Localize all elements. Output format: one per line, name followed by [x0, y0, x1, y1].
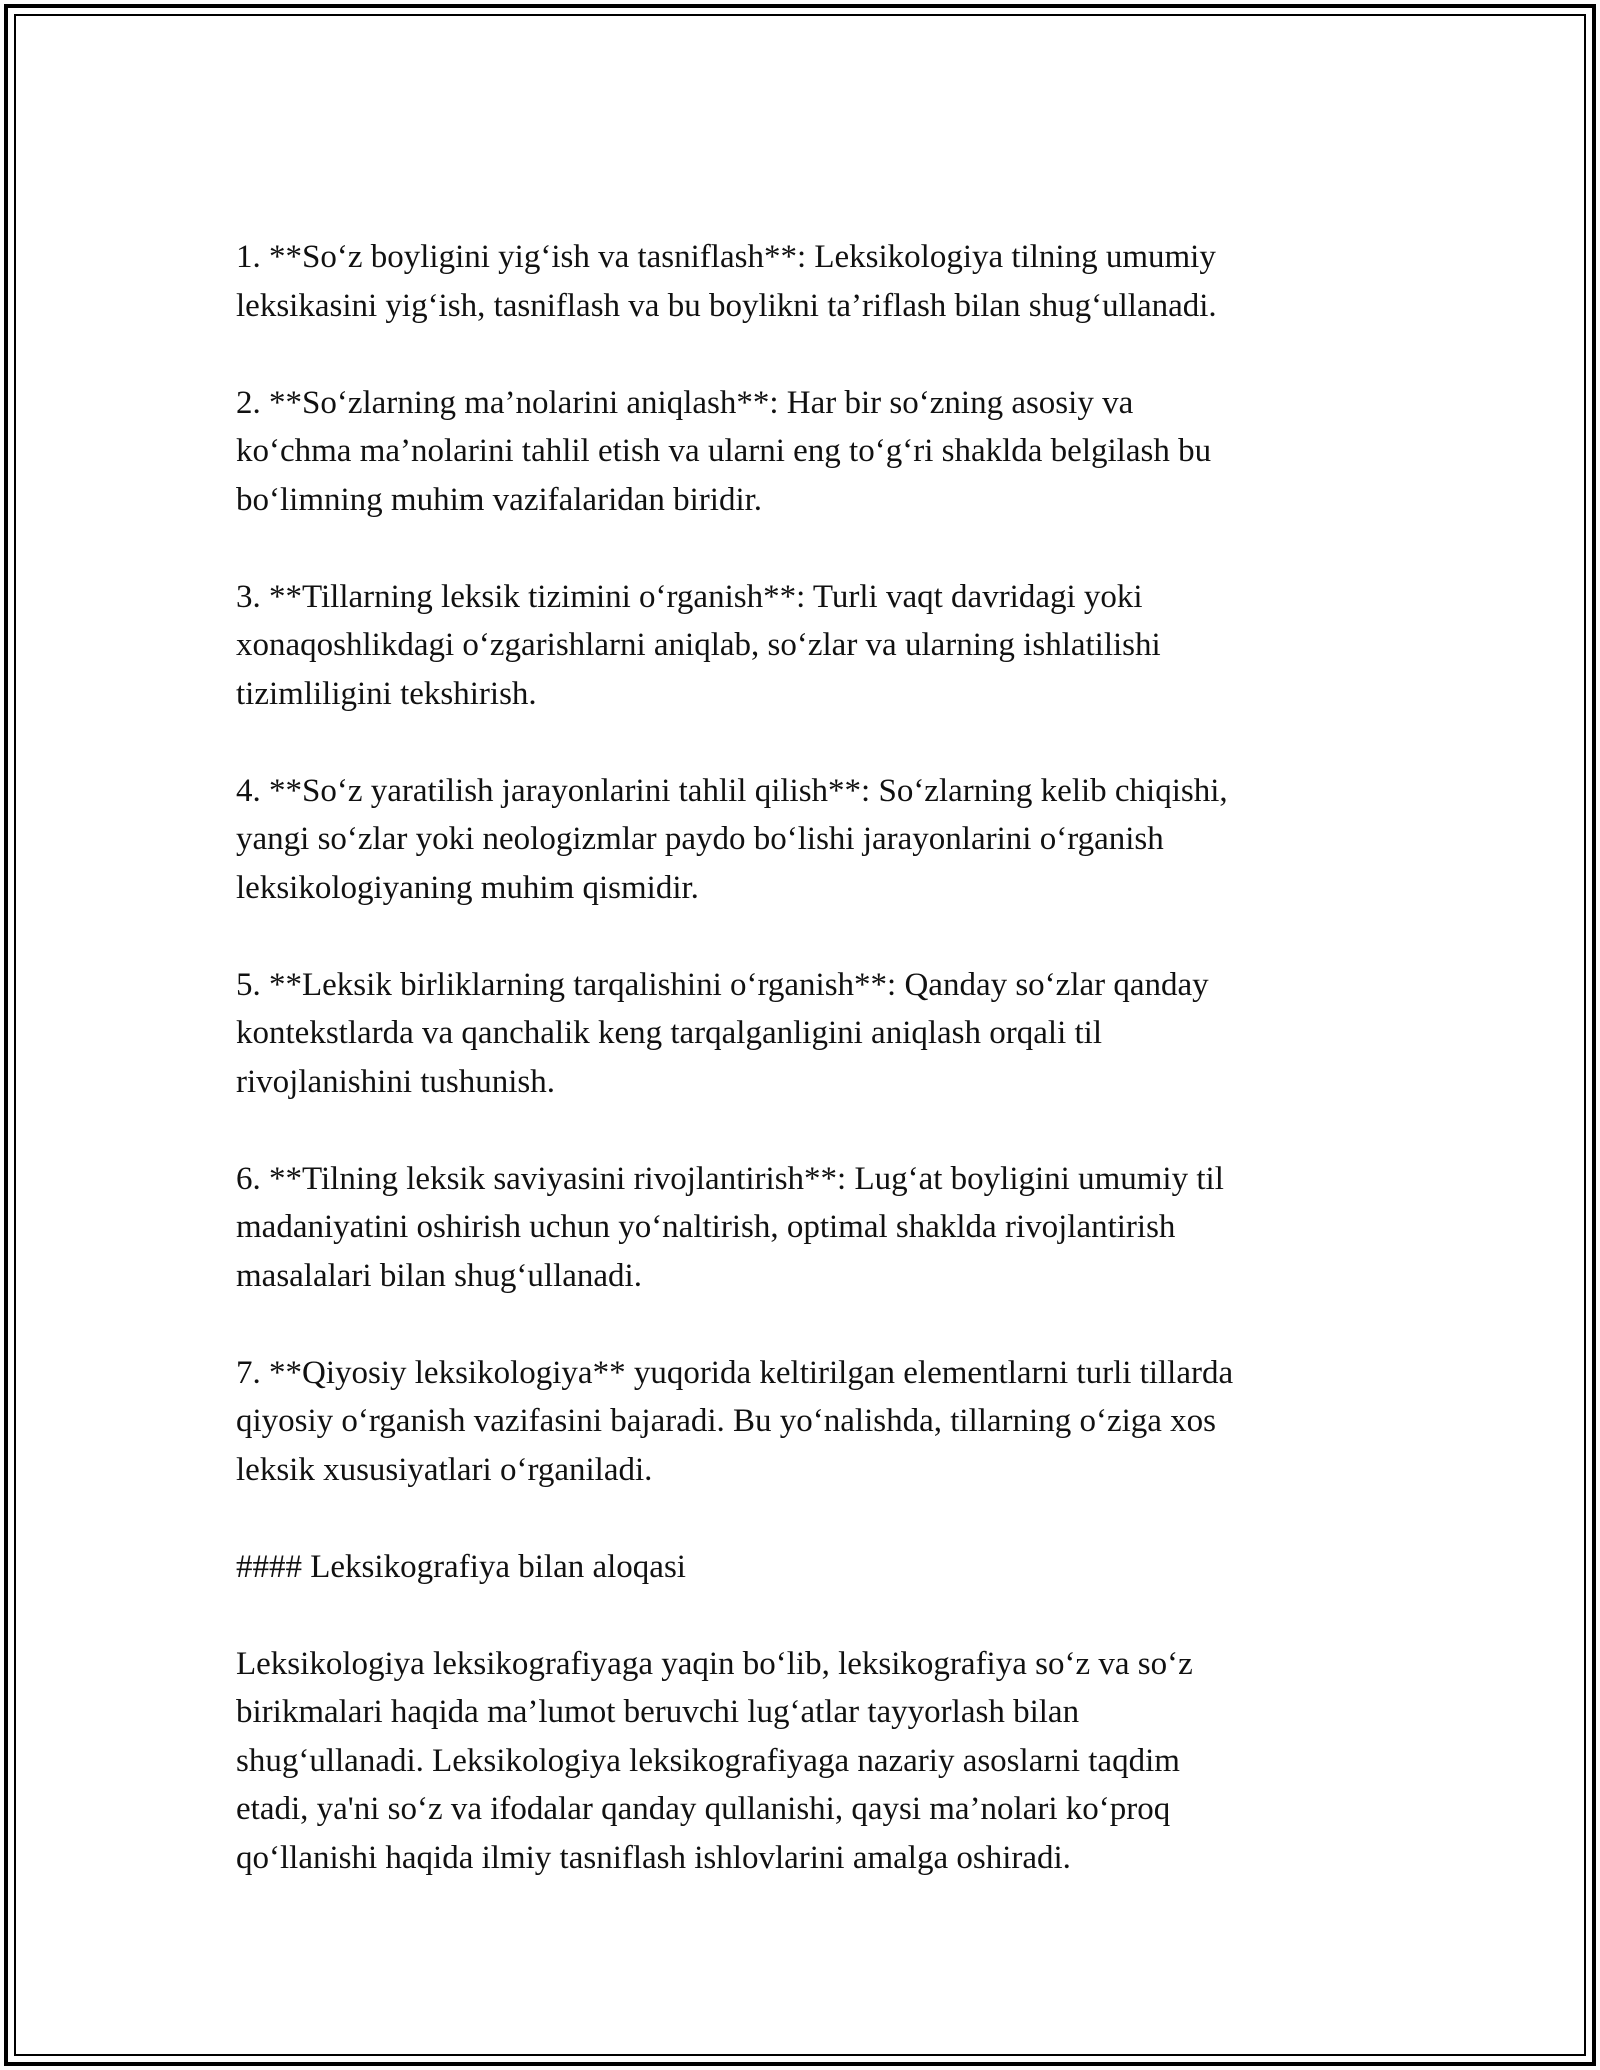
- section-heading: #### Leksikografiya bilan aloqasi: [236, 1548, 686, 1585]
- body-paragraph: Leksikologiya leksikografiyaga yaqin bo‘lib, leksikografiya so‘z va so‘z birikmalari haqida ma’lumot beruvchi lug‘atlar tayyorlash bilan shug‘ullanadi. Leksikologiya leksikografiyaga nazariy asoslarni taqdim etadi, ya'ni so‘z va ifodalar qanday qullanishi, qaysi ma’nolari ko‘proq qo‘llanishi haqida ilmiy tasniflash ishlovlarini amalga oshiradi.: [236, 1645, 1193, 1876]
- list-item-1: 1. **So‘z boyligini yig‘ish va tasniflash**: Leksikologiya tilning umumiy leksikasini yig‘ish, tasniflash va bu boylikni ta’riflash bilan shug‘ullanadi.: [236, 239, 1217, 324]
- list-item-3: 3. **Tillarning leksik tizimini o‘rganish**: Turli vaqt davridagi yoki xonaqoshlikdagi o‘zgarishlarni aniqlab, so‘zlar va ularning ishlatilishi tizimliligini tekshirish.: [236, 578, 1161, 712]
- document-body: [236, 233, 1366, 1882]
- list-item-6: 6. **Tilning leksik saviyasini rivojlantirish**: Lug‘at boyligini umumiy til madaniyatini oshirish uchun yo‘naltirish, optimal shaklda rivojlantirish masalalari bilan shug‘ullanadi.: [236, 1160, 1224, 1294]
- list-item-4: 4. **So‘z yaratilish jarayonlarini tahlil qilish**: So‘zlarning kelib chiqishi, yangi so‘zlar yoki neologizmlar paydo bo‘lishi jarayonlarini o‘rganish leksikologiyaning muhim qismidir.: [236, 772, 1228, 906]
- list-item-5: 5. **Leksik birliklarning tarqalishini o‘rganish**: Qanday so‘zlar qanday kontekstlarda va qanchalik keng tarqalganligini aniqlash orqali til rivojlanishini tushunish.: [236, 966, 1209, 1100]
- list-item-7: 7. **Qiyosiy leksikologiya** yuqorida keltirilgan elementlarni turli tillarda qiyosiy o‘rganish vazifasini bajaradi. Bu yo‘nalishda, tillarning o‘ziga xos leksik xususiyatlari o‘rganiladi.: [236, 1354, 1234, 1488]
- list-item-2: 2. **So‘zlarning ma’nolarini aniqlash**: Har bir so‘zning asosiy va ko‘chma ma’nolarini tahlil etish va ularni eng to‘g‘ri shaklda belgilash bu bo‘limning muhim vazifalaridan biridir.: [236, 384, 1212, 518]
